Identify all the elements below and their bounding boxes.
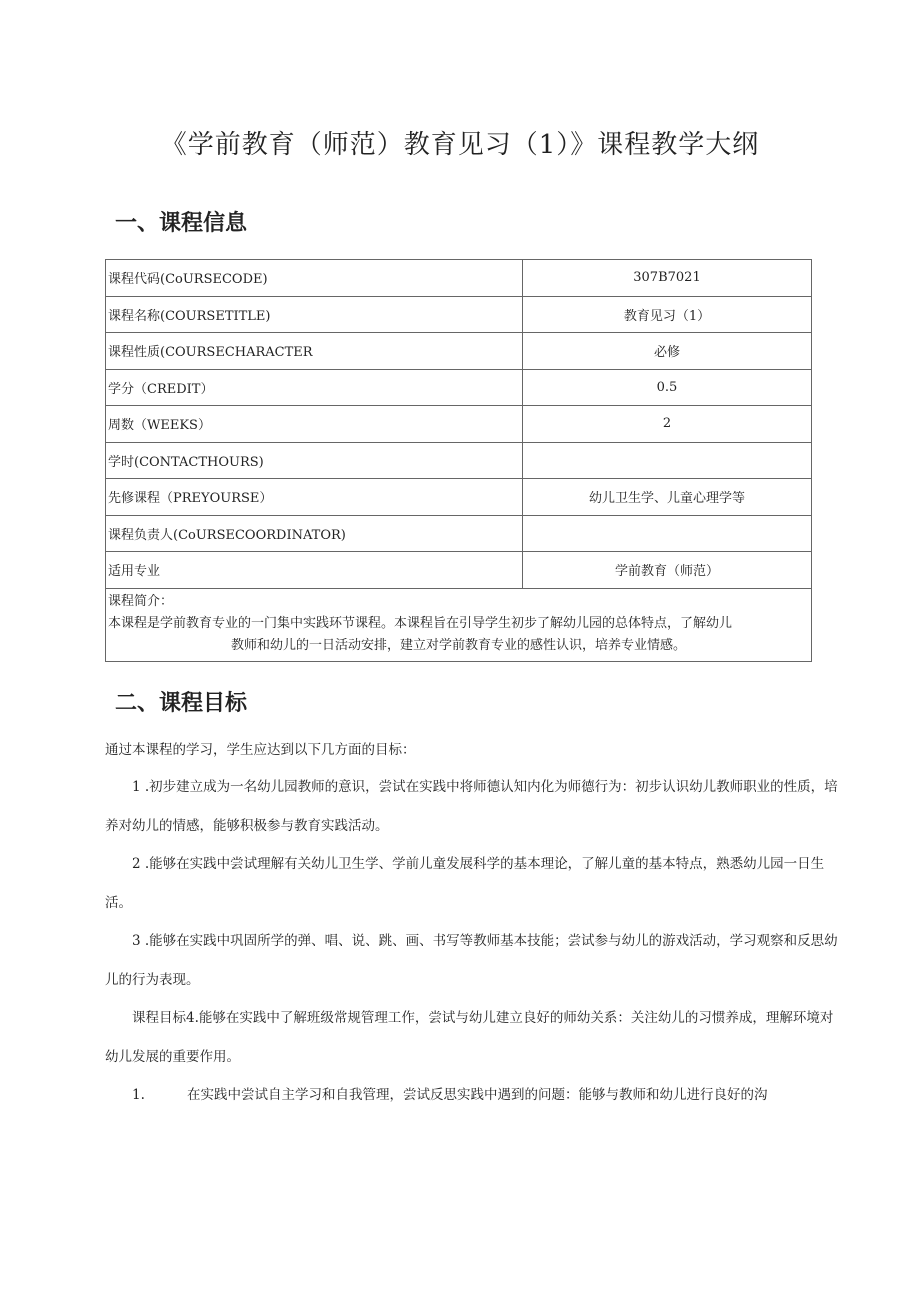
goal-2: 2 .能够在实践中尝试理解有关幼儿卫生学、学前儿童发展科学的基本理论，了解儿童的基本特点，熟悉幼儿园一日生活。	[105, 856, 825, 911]
row-label: 学时(CONTACTHOURS)	[106, 442, 523, 479]
row-value: 学前教育（师范）	[523, 552, 812, 589]
section-heading-course-info: 一、课程信息	[115, 211, 248, 236]
row-value	[523, 442, 812, 479]
table-row	[106, 442, 812, 479]
table-row	[106, 406, 812, 443]
row-label: 适用专业	[106, 552, 523, 589]
row-label: 先修课程（PREYOURSE）	[106, 479, 523, 516]
row-label: 学分（CREDIT）	[106, 369, 523, 406]
table-row	[106, 369, 812, 406]
intro-text-line1: 本课程是学前教育专业的一门集中实践环节课程。本课程旨在引导学生初步了解幼儿园的总体特点，了解幼儿	[108, 615, 733, 631]
goals-lead: 通过本课程的学习，学生应达到以下几方面的目标：	[105, 742, 416, 758]
section-heading-course-goals: 二、课程目标	[115, 691, 248, 716]
intro-label: 课程简介：	[108, 593, 174, 609]
row-label: 课程代码(CoURSECODE)	[106, 260, 523, 297]
table-row	[106, 260, 812, 297]
table-row	[106, 333, 812, 370]
row-value: 教育见习（1）	[523, 296, 812, 333]
document-title: 《学前教育（师范）教育见习（1）》课程教学大纲	[160, 130, 760, 160]
course-intro-row	[106, 588, 812, 661]
row-value: 0.5	[523, 369, 812, 406]
row-value: 2	[523, 406, 812, 443]
goal-3: 3 .能够在实践中巩固所学的弹、唱、说、跳、画、书写等教师基本技能；尝试参与幼儿的游戏活动，学习观察和反思幼儿的行为表现。	[105, 933, 838, 988]
row-label: 课程名称(COURSETITLE)	[106, 296, 523, 333]
course-info-table	[105, 259, 812, 662]
table-row	[106, 515, 812, 552]
row-label: 周数（WEEKS）	[106, 406, 523, 443]
row-label: 课程性质(COURSECHARACTER	[106, 333, 523, 370]
intro-text-line2: 教师和幼儿的一日活动安排，建立对学前教育专业的感性认识，培养专业情感。	[230, 637, 686, 653]
goal-5-text: 在实践中尝试自主学习和自我管理，尝试反思实践中遇到的问题：能够与教师和幼儿进行良好的沟	[187, 1087, 768, 1103]
row-value	[523, 515, 812, 552]
goal-4: 课程目标4.能够在实践中了解班级常规管理工作，尝试与幼儿建立良好的师幼关系：关注幼儿的习惯养成，理解环境对幼儿发展的重要作用。	[105, 1010, 834, 1065]
table-row	[106, 479, 812, 516]
goal-1	[105, 768, 840, 846]
row-value: 必修	[523, 333, 812, 370]
goal-5	[105, 1076, 840, 1115]
row-value: 幼儿卫生学、儿童心理学等	[523, 479, 812, 516]
row-label: 课程负责人(CoURSECOORDINATOR)	[106, 515, 523, 552]
table-row	[106, 552, 812, 589]
goal-5-number: 1.	[132, 1087, 145, 1103]
table-row	[106, 296, 812, 333]
row-value: 307B7021	[523, 260, 812, 297]
goal-1-text: 1 .初步建立成为一名幼儿园教师的意识，尝试在实践中将师德认知内化为师德行为：初步认识幼儿教师职业的性质，培养对幼儿的情感，能够积极参与教育实践活动。	[105, 779, 838, 834]
